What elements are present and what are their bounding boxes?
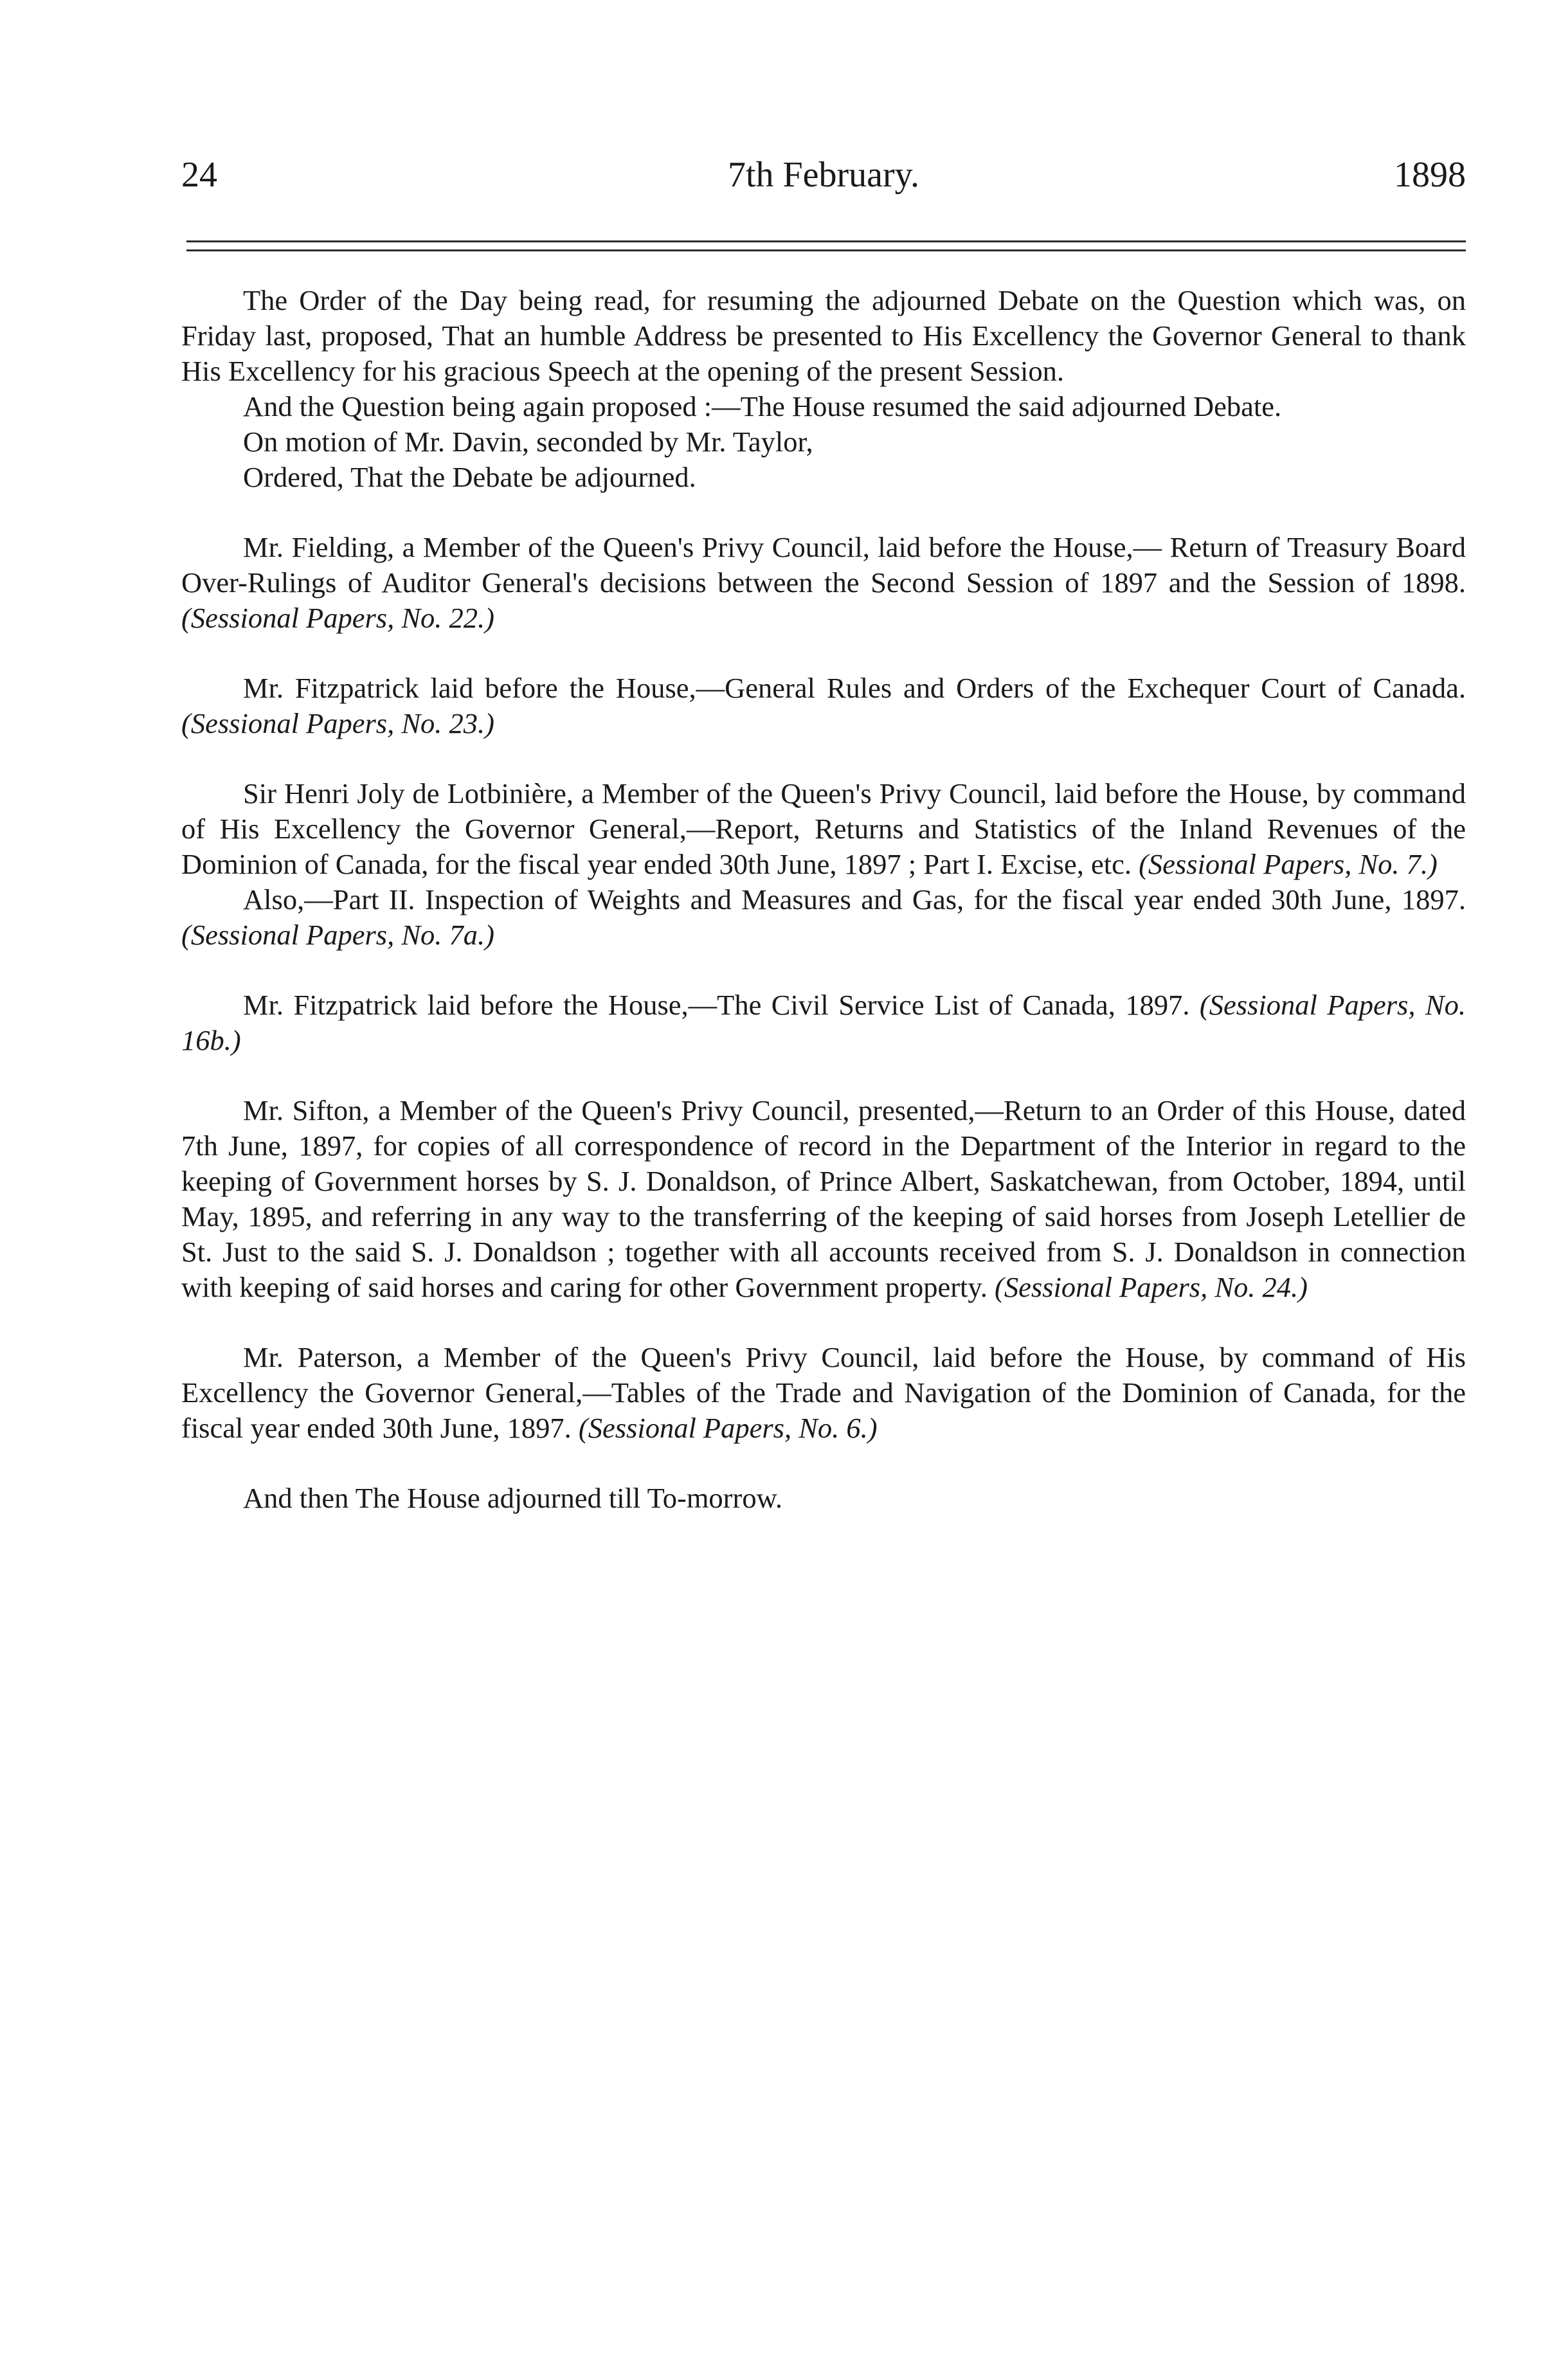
fitzpatrick-civil-entry [181, 987, 1466, 1058]
header-date: 7th February. [727, 155, 920, 195]
adjournment-entry [181, 1481, 1466, 1516]
sifton-text: Mr. Sifton, a Member of the Queen's Privy Council, presented,—Return to an Order of this House, dated 7th June, 1897, for copies of all correspondence of record in the Department of the Interior in regard to the keeping of Government horses by S. J. Donaldson, of Prince Albert, Saskatchewan, from October, 1894, until May, 1895, and referring in any way to the transferring of the keeping of said horses from Joseph Letellier de St. Just to the said S. J. Donaldson ; together with all accounts received from S. J. Donaldson in connection with keeping of said horses and caring for other Government property. [181, 1094, 1466, 1303]
sifton-entry [181, 1093, 1466, 1305]
sifton-sessional-ref: (Sessional Papers, No. 24.) [995, 1271, 1308, 1303]
fitzpatrick-civil-sessional-ref: (Sessional Papers, No. 16b.) [181, 989, 1466, 1056]
motion-paragraph [181, 424, 1466, 460]
fitzpatrick-civil-text: Mr. Fitzpatrick laid before the House,—The Civil Service List of Canada, 1897. [243, 989, 1190, 1021]
joly-also-entry [181, 882, 1466, 953]
motion-text: On motion of Mr. Davin, seconded by Mr. Taylor, [243, 426, 813, 458]
order-of-day-paragraph [181, 283, 1466, 389]
fielding-sessional-ref: (Sessional Papers, No. 22.) [181, 602, 495, 634]
joly-sessional-ref: (Sessional Papers, No. 7.) [1139, 848, 1438, 880]
adjournment-text: And then The House adjourned till To-morrow. [243, 1482, 782, 1514]
debate-resumed-paragraph [181, 389, 1466, 424]
order-of-day-text: The Order of the Day being read, for resuming the adjourned Debate on the Question which was, on Friday last, proposed, That an humble Address be presented to His Excellency the Governor General to thank His Excellency for his gracious Speech at the opening of the present Session. [181, 284, 1466, 387]
joly-also-sessional-ref: (Sessional Papers, No. 7a.) [181, 919, 495, 951]
joly-also-text: Also,—Part II. Inspection of Weights and Measures and Gas, for the fiscal year ended 30th June, 1897. [243, 883, 1466, 915]
paterson-text: Mr. Paterson, a Member of the Queen's Privy Council, laid before the House, by command of His Excellency the Governor General,—Tables of the Trade and Navigation of the Dominion of Canada, for the fiscal year ended 30th June, 1897. [181, 1341, 1466, 1444]
paterson-entry [181, 1340, 1466, 1446]
fielding-text: Mr. Fielding, a Member of the Queen's Privy Council, laid before the House,— Return of Treasury Board Over-Rulings of Auditor General's decisions between the Second Session of 1897 and the Session of 1898. [181, 531, 1466, 599]
ordered-paragraph [181, 460, 1466, 495]
ordered-text: Ordered, That the Debate be adjourned. [243, 461, 696, 493]
debate-resumed-text: And the Question being again proposed :—The House resumed the said adjourned Debate. [243, 390, 1282, 422]
fitzpatrick-rules-sessional-ref: (Sessional Papers, No. 23.) [181, 707, 495, 739]
paterson-sessional-ref: (Sessional Papers, No. 6.) [578, 1412, 878, 1444]
fitzpatrick-rules-entry [181, 671, 1466, 741]
page-number: 24 [181, 155, 217, 195]
fitzpatrick-rules-text: Mr. Fitzpatrick laid before the House,—General Rules and Orders of the Exchequer Court of Canada. [243, 672, 1466, 704]
joly-entry [181, 776, 1466, 882]
header-year: 1898 [1394, 155, 1466, 195]
page-header [181, 149, 1466, 201]
fielding-entry [181, 530, 1466, 636]
header-rule-top [186, 240, 1466, 242]
journal-body [181, 283, 1466, 1516]
joly-text: Sir Henri Joly de Lotbinière, a Member of the Queen's Privy Council, laid before the House, by command of His Excellency the Governor General,—Report, Returns and Statistics of the Inland Revenues of the Dominion of Canada, for the fiscal year ended 30th June, 1897 ; Part I. Excise, etc. [181, 777, 1466, 880]
header-rule-bottom [186, 249, 1466, 251]
